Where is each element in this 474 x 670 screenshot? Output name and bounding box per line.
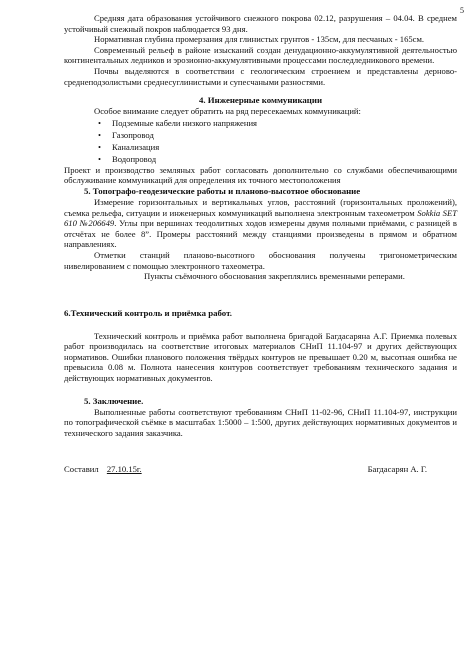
intro-paragraph-snow: Средняя дата образования устойчивого снежного покрова 02.12, разрушения – 04.04. В среднем устойчивый снежный покров наблюдается 93 дня. xyxy=(64,13,457,34)
signature-left xyxy=(64,464,142,475)
section-5-paragraph-benchmarks: Пункты съёмочного обоснования закреплялись временными реперами. xyxy=(144,271,405,282)
measurement-text-start: Измерение горизонтальных и вертикальных углов, расстояний (горизонтальных проложений), съемка рельефа, ситуации и инженерных коммуникаций выполнена электронным тахеометром xyxy=(64,196,457,218)
section-4-lead: Особое внимание следует обратить на ряд пересекаемых коммуникаций: xyxy=(94,106,361,117)
intro-paragraph-freezing: Нормативная глубина промерзания для глинистых грунтов - 135см, для песчаных - 165см. xyxy=(94,34,425,45)
page-number: 5 xyxy=(460,6,464,15)
communications-list xyxy=(64,117,457,165)
section-5-paragraph-levels: Отметки станций планово-высотного обоснования получены тригонометрическим нивелированием с помощью электронного тахеометра. xyxy=(64,249,457,271)
document-body xyxy=(64,13,457,475)
list-item: • Канализация xyxy=(112,141,457,153)
section-7-paragraph: Выполненные работы соответствуют требованиям СНиП 11-02-96, СНиП 11.104-97, инструкции по топографической съёмке в масштабах 1:5000 – 1:500, других действующих нормативных документов и технического задания заказчика. xyxy=(64,406,457,438)
device-name: Sokkia SET 610 №206649 xyxy=(64,207,457,229)
section-7-heading: 5. Заключение. xyxy=(84,395,144,406)
signature-line xyxy=(64,464,457,475)
signature-name: Багдасарян А. Г. xyxy=(367,464,427,475)
measurement-text-end: . Углы при вершинах теодолитных ходов измерены двумя полными приёмами, с разницей в отсчётах не более 8”. Промеры расстояний между станциями произведены в прямом и обратном направлениях. xyxy=(64,218,457,250)
list-item: • Подземные кабели низкого напряжения xyxy=(112,117,457,129)
intro-paragraph-relief: Современный рельеф в районе изысканий создан денудационно-аккумулятивной деятельностью континентальных ледников и эрозионно-аккумулятивными процессами последледникового времени. xyxy=(64,44,457,66)
list-item: • Газопровод xyxy=(112,129,457,141)
signature-label: Составил xyxy=(64,464,99,475)
signature-date: 27.10.15г. xyxy=(106,464,142,475)
section-6-heading: 6.Технический контроль и приёмка работ. xyxy=(64,307,232,318)
section-4-heading: 4. Инженерные коммуникации xyxy=(198,95,323,106)
list-item: • Водопровод xyxy=(112,153,457,165)
intro-paragraph-soils: Почвы выделяются в соответствии с геологическим строением и представлены дерново-среднеподзолистыми среднесуглинистыми и супесчаными разностями. xyxy=(64,65,457,87)
section-4-note: Проект и производство земляных работ согласовать дополнительно со службами обеспечивающими обслуживание коммуникаций для определения их точного местоположения xyxy=(64,164,457,186)
section-6-paragraph: Технический контроль и приёмка работ выполнена бригадой Багдасаряна А.Г. Приемка полевых работ производилась на соответствие итоговых материалов СНиП 11.104-97 и других действующих нормативов. Ошибки планового положения твёрдых контуров не превышает 0.20 м, высотная ошибка не превысила 0.08 м. Полнота нанесения контуров соответствует требованиям технического задания и действующих нормативных документов. xyxy=(64,330,457,384)
section-5-heading: 5. Топографо-геодезические работы и планово-высотное обоснование xyxy=(84,185,361,196)
section-5-paragraph-measurement xyxy=(64,197,457,250)
